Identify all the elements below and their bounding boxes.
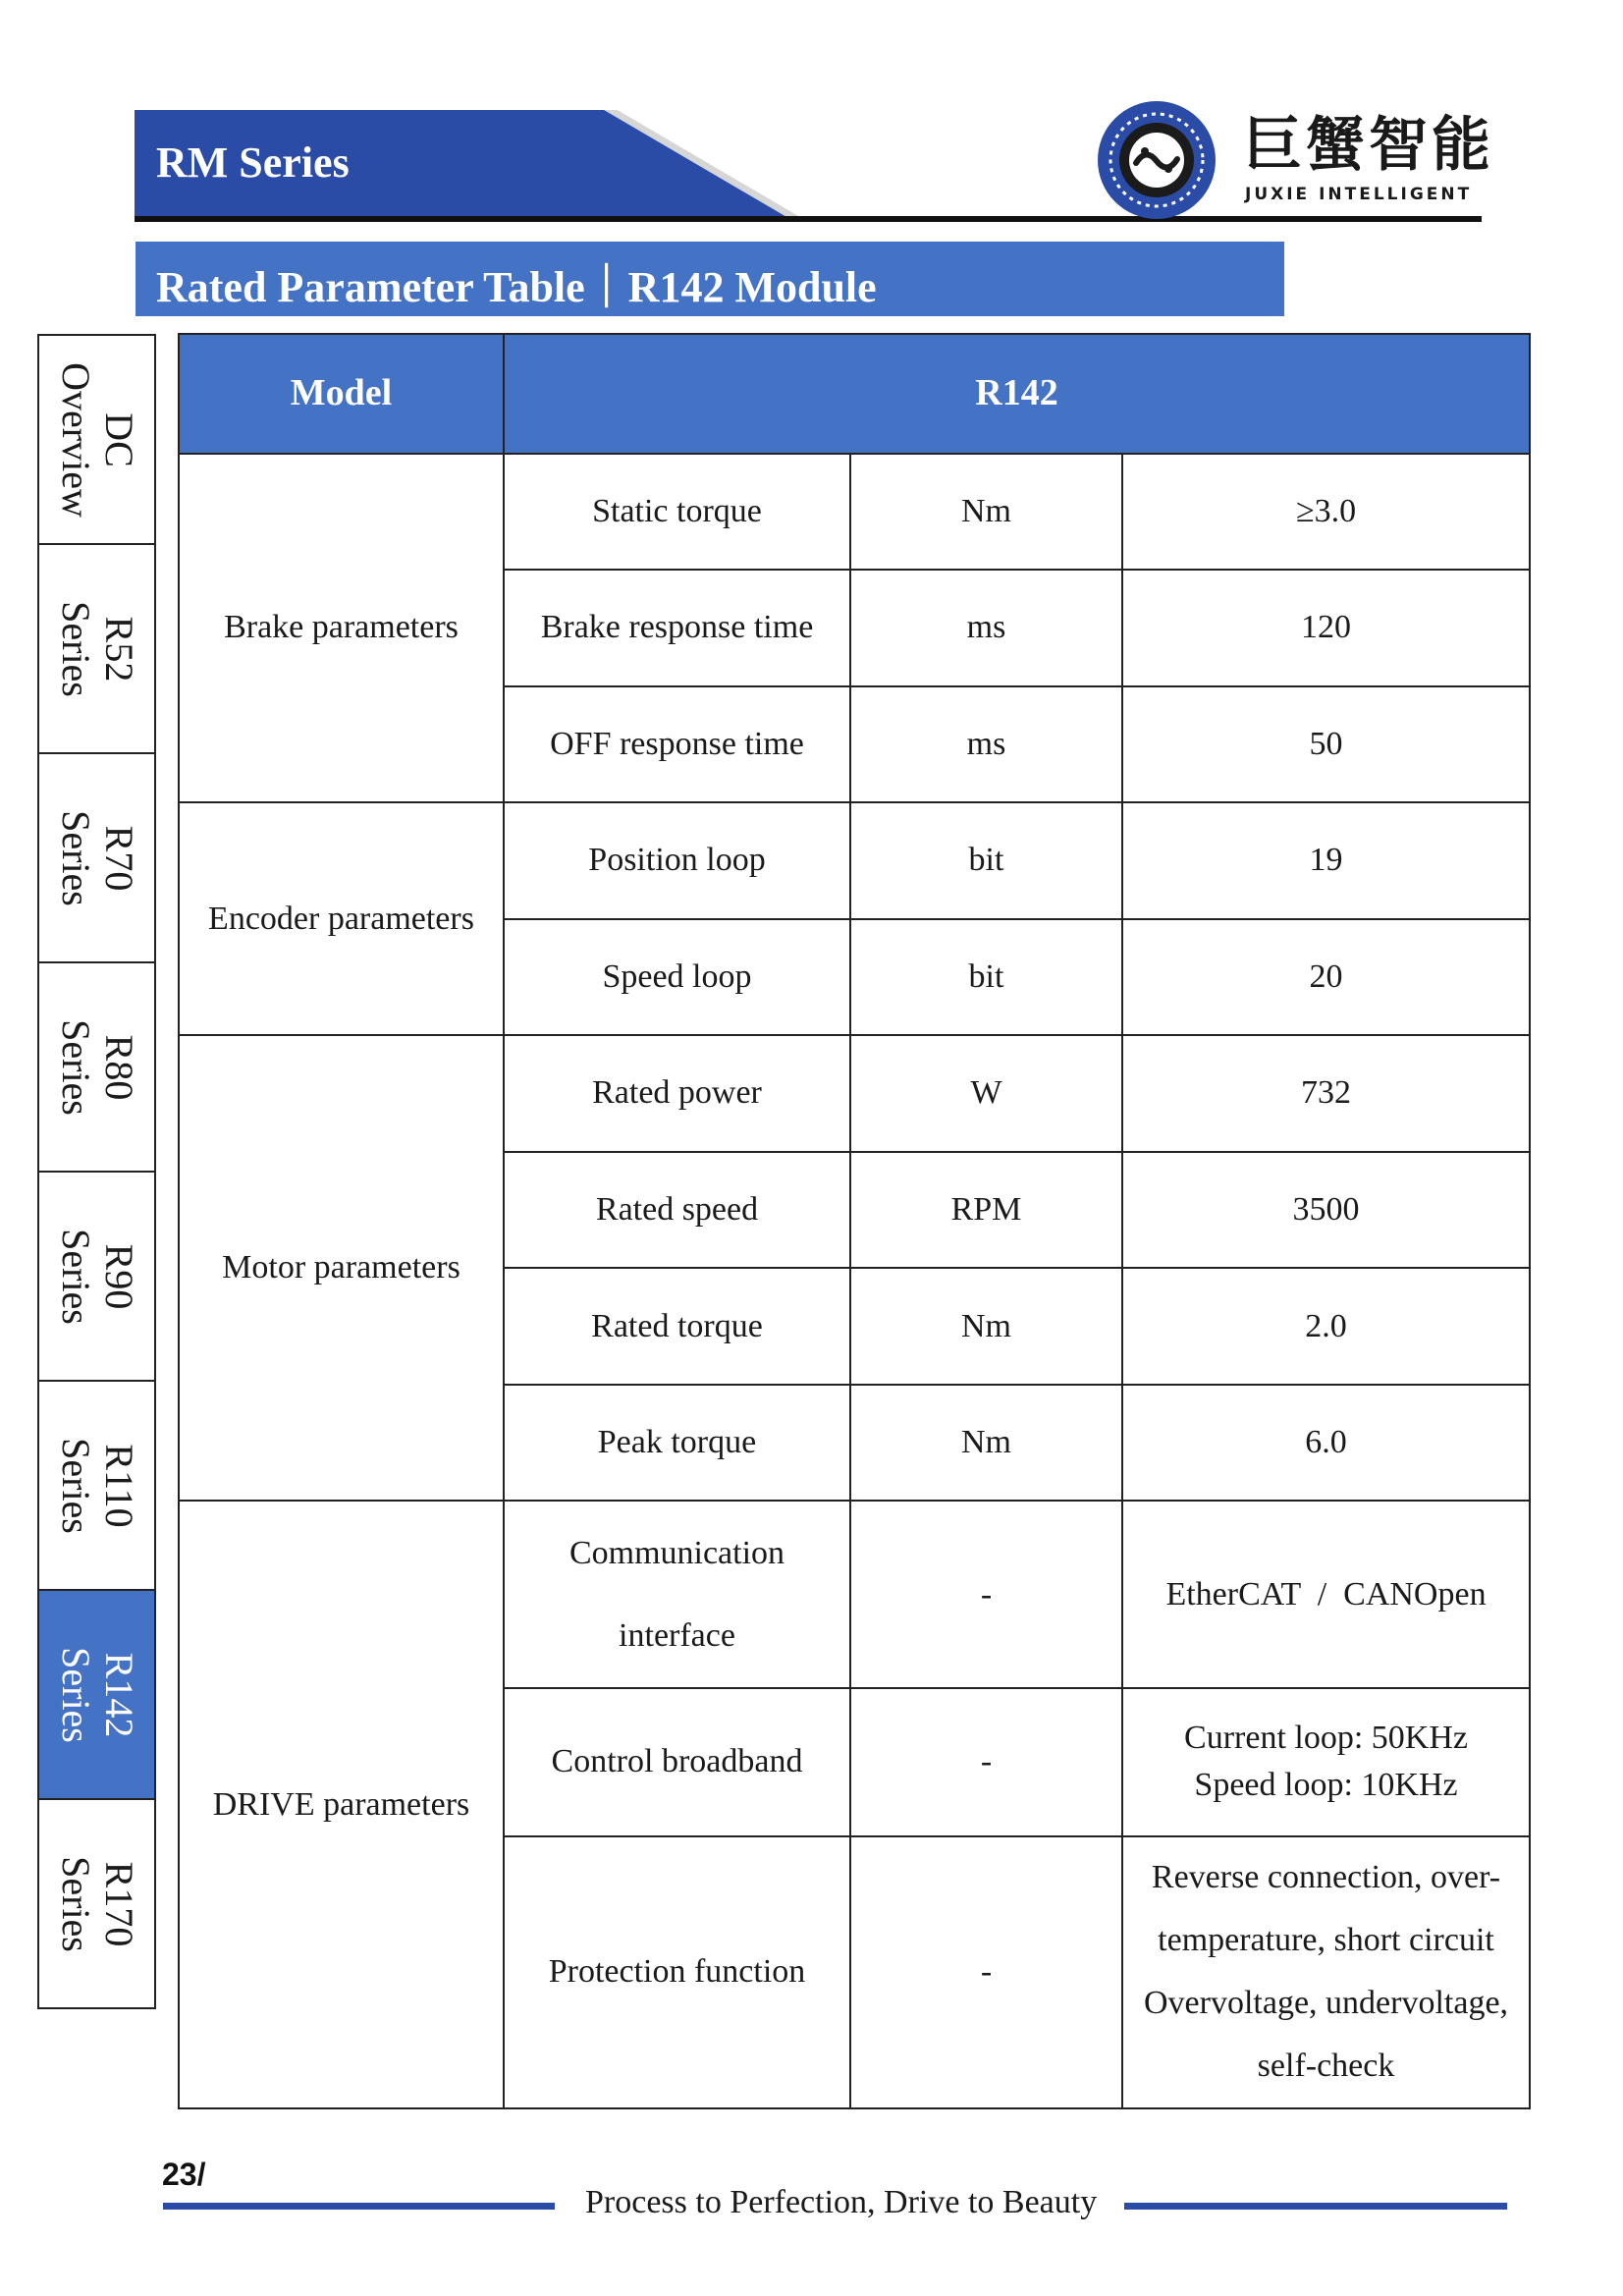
tab-label-line1: R110 (96, 1443, 141, 1528)
tab-label-line1: DC (96, 411, 141, 467)
tab-label-line2: Series (53, 809, 98, 906)
brand-name-en: JUXIE INTELLIGENT (1245, 185, 1473, 204)
unit-cell: - (850, 1688, 1122, 1836)
group-drive: DRIVE parameters (179, 1501, 504, 2108)
param-cell: Control broadband (504, 1688, 850, 1836)
rated-parameter-table (178, 333, 1531, 2109)
value-cell: 20 (1122, 919, 1530, 1036)
param-cell: Static torque (504, 454, 850, 571)
page-number: 23/ (162, 2157, 206, 2192)
section-title: Rated Parameter Table｜R142 Module (156, 263, 877, 311)
footer-rule-right (1124, 2203, 1507, 2210)
tab-label-line2: Series (53, 1855, 98, 1952)
tab-label-line2: Series (53, 1228, 98, 1325)
value-cell: 6.0 (1122, 1385, 1530, 1502)
param-cell (504, 1501, 850, 1688)
tab-r90-series[interactable] (37, 1171, 156, 1380)
group-encoder: Encoder parameters (179, 802, 504, 1035)
value-line: self-check (1257, 2048, 1395, 2085)
tab-label-line1: R90 (96, 1243, 141, 1309)
group-brake: Brake parameters (179, 454, 504, 803)
table-row (179, 802, 1530, 919)
tab-label-line2: Series (53, 1018, 98, 1116)
unit-cell: Nm (850, 454, 1122, 571)
tab-label-line2: Overview (53, 361, 98, 518)
header-rule (135, 216, 1482, 222)
value-line: temperature, short circuit (1158, 1922, 1494, 1959)
model-value-header: R142 (504, 334, 1530, 454)
param-line: interface (619, 1616, 735, 1654)
tab-r170-series[interactable] (37, 1798, 156, 2009)
value-line: Overvoltage, undervoltage, (1144, 1985, 1509, 2022)
unit-cell: ms (850, 570, 1122, 686)
unit-cell: bit (850, 919, 1122, 1036)
param-cell: Rated power (504, 1035, 850, 1152)
value-cell: ≥3.0 (1122, 454, 1530, 571)
value-line: Speed loop: 10KHz (1194, 1767, 1458, 1804)
param-cell: OFF response time (504, 686, 850, 803)
unit-cell: RPM (850, 1152, 1122, 1269)
param-cell: Speed loop (504, 919, 850, 1036)
unit-cell: W (850, 1035, 1122, 1152)
value-cell: 3500 (1122, 1152, 1530, 1269)
value-cell: EtherCAT / CANOpen (1122, 1501, 1530, 1688)
brand-name-cn: 巨蟹智能 (1243, 111, 1494, 180)
unit-cell: ms (850, 686, 1122, 803)
param-cell: Brake response time (504, 570, 850, 686)
param-cell: Protection function (504, 1836, 850, 2108)
value-cell: 2.0 (1122, 1268, 1530, 1385)
tab-label-line1: R52 (96, 616, 141, 682)
tab-label-line1: R70 (96, 825, 141, 891)
series-tabs (37, 334, 154, 2009)
param-cell: Position loop (504, 802, 850, 919)
unit-cell: Nm (850, 1268, 1122, 1385)
table-header-row (179, 334, 1530, 454)
tab-label-line2: Series (53, 1646, 98, 1743)
value-cell: 732 (1122, 1035, 1530, 1152)
tab-label-line1: R142 (96, 1652, 141, 1737)
tab-r110-series[interactable] (37, 1380, 156, 1589)
param-line: Communication (568, 1534, 785, 1571)
value-cell: 50 (1122, 686, 1530, 803)
tab-r52-series[interactable] (37, 543, 156, 752)
value-cell (1122, 1836, 1530, 2108)
footer-slogan: Process to Perfection, Drive to Beauty (585, 2184, 1098, 2220)
tab-label-line2: Series (53, 1437, 98, 1534)
unit-cell: Nm (850, 1385, 1122, 1502)
series-title: RM Series (156, 138, 350, 187)
tab-label-line2: Series (53, 600, 98, 697)
unit-cell: - (850, 1501, 1122, 1688)
group-motor: Motor parameters (179, 1035, 504, 1501)
table-row (179, 454, 1530, 571)
param-cell: Rated torque (504, 1268, 850, 1385)
value-cell (1122, 1688, 1530, 1836)
tab-r70-series[interactable] (37, 752, 156, 961)
unit-cell: - (850, 1836, 1122, 2108)
table-row (179, 1501, 1530, 1688)
unit-cell: bit (850, 802, 1122, 919)
value-line: Current loop: 50KHz (1184, 1720, 1468, 1757)
brand-logo-icon (1097, 100, 1217, 220)
tab-dc-overview[interactable] (37, 334, 156, 543)
tab-label-line1: R80 (96, 1034, 141, 1100)
value-line: Reverse connection, over- (1151, 1859, 1501, 1896)
footer-rule-left (163, 2203, 555, 2210)
param-cell: Peak torque (504, 1385, 850, 1502)
tab-r80-series[interactable] (37, 961, 156, 1171)
tab-label-line1: R170 (96, 1861, 141, 1946)
model-header: Model (179, 334, 504, 454)
tab-r142-series[interactable] (37, 1589, 156, 1798)
param-cell: Rated speed (504, 1152, 850, 1269)
value-cell: 120 (1122, 570, 1530, 686)
value-cell: 19 (1122, 802, 1530, 919)
table-row (179, 1035, 1530, 1152)
